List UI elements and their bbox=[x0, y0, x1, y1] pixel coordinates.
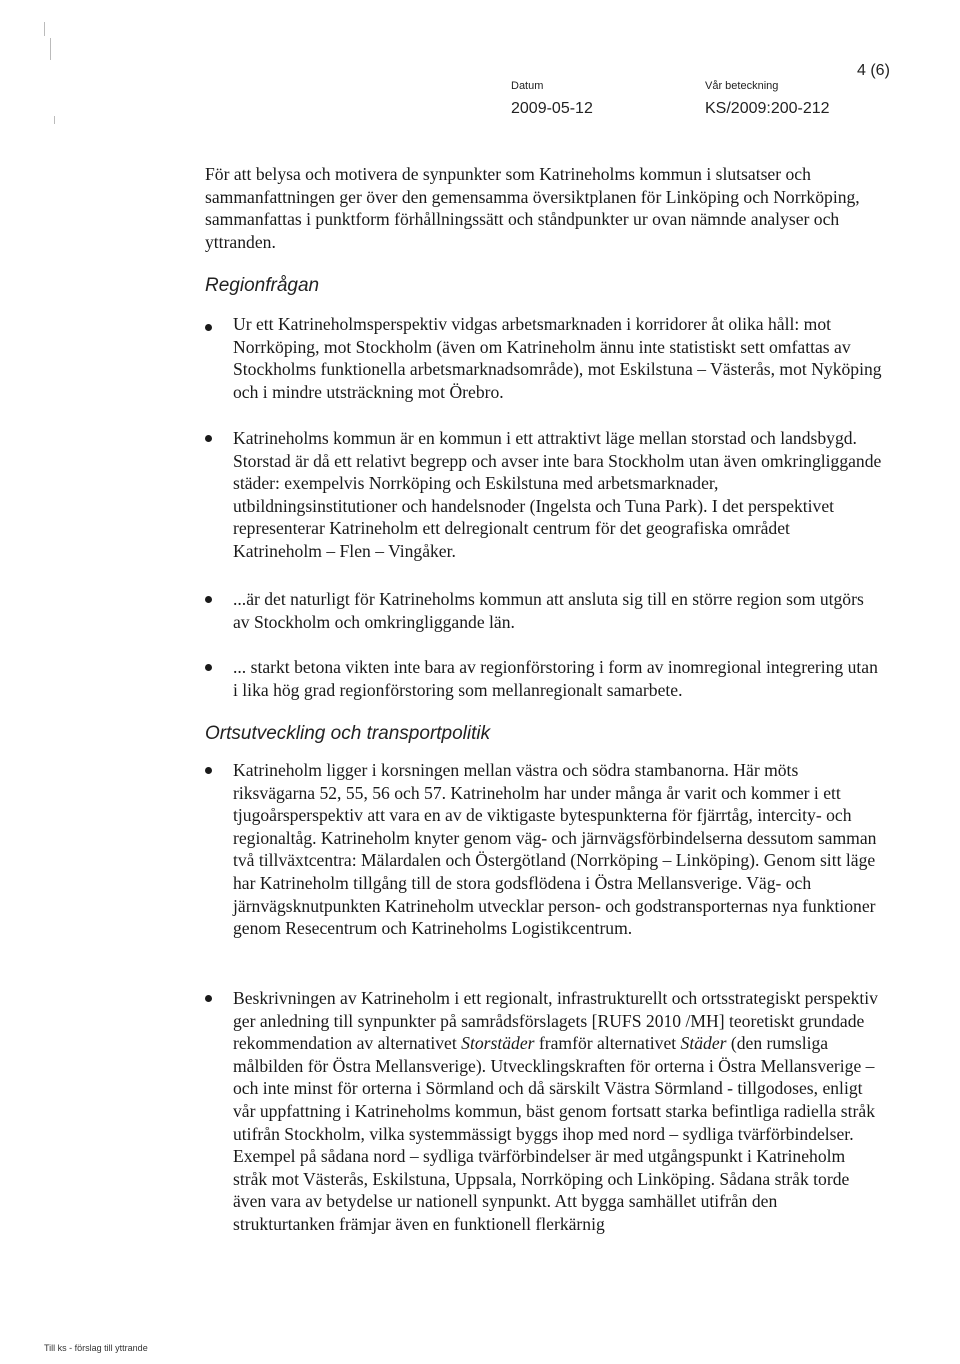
transport-bullet-2-part-1: Beskrivningen av Katrineholm i ett regionalt, infrastrukturellt och ortsstrategiskt perspektiv ger anledning till synpunkter på samrådsförslagets [RUFS 2010 /MH] teoretiskt grundade rekommendation av alternativet bbox=[233, 988, 878, 1054]
reference-label: Vår beteckning bbox=[705, 80, 779, 92]
region-bullet-4: ... starkt betona vikten inte bara av regionförstoring i form av inomregional integrering utan i lika hög grad regionförstoring som mellanregionalt samarbete. bbox=[233, 657, 878, 700]
bullet-icon bbox=[205, 435, 212, 442]
transport-bullet-2-part-2: framför alternativet bbox=[534, 1033, 681, 1054]
emphasis-storstader: Storstäder bbox=[461, 1033, 535, 1054]
page-number: 4 (6) bbox=[857, 62, 890, 79]
intro-paragraph: För att belysa och motivera de synpunkter som Katrineholms kommun i slutsatser och sammanfattningen ger över den gemensamma översiktplanen för Linköping och Norrköping, sammanfattas i punktform förhållningssätt och ståndpunkter ur ovan nämnde analyser och yttranden. bbox=[205, 164, 860, 252]
region-bullet-1: Ur ett Katrineholmsperspektiv vidgas arbetsmarknaden i korridorer åt olika håll: mot Norrköping, mot Stockholm (även om Katrineholm ännu inte statistiskt sett omfattas av Stockholms funktionella arbetsmarknadsområde), mot Eskilstuna – Västerås, mot Nyköping och i mindre utsträckning mot Örebro. bbox=[233, 314, 882, 402]
bullet-icon bbox=[205, 995, 212, 1002]
scan-mark bbox=[44, 22, 45, 36]
emphasis-stader: Städer bbox=[680, 1033, 727, 1054]
reference-value: KS/2009:200-212 bbox=[705, 100, 830, 117]
transport-bullet-2 bbox=[233, 987, 883, 1236]
section-heading-transport: Ortsutveckling och transportpolitik bbox=[205, 723, 491, 744]
transport-bullet-1: Katrineholm ligger i korsningen mellan västra och södra stambanorna. Här möts riksvägarna 52, 55, 56 och 57. Katrineholm har under många år varit och kommer i ett tjugoårsperspektiv att vara en av de viktigaste bytespunkterna för fjärrtåg, intercity- och regionaltåg. Katrineholm knyter genom väg- och järnvägsförbindelserna dessutom samman två tillväxtcentra: Mälardalen och Östergötland (Norrköping – Linköping). Genom sitt läge har Katrineholm tillgång till de stora godsflödena i Östra Mellansverige. Väg- och järnvägsknutpunkten Katrineholm utvecklar person- och godstransporternas nya funktioner genom Resecentrum och Katrineholms Logistikcentrum. bbox=[233, 760, 877, 939]
bullet-icon bbox=[205, 596, 212, 603]
region-bullet-3: ...är det naturligt för Katrineholms kommun att ansluta sig till en större region som utgörs av Stockholm och omkringliggande län. bbox=[233, 589, 864, 632]
bullet-icon bbox=[205, 664, 212, 671]
date-value: 2009-05-12 bbox=[511, 100, 593, 117]
section-heading-region: Regionfrågan bbox=[205, 275, 320, 296]
scan-mark bbox=[54, 116, 55, 124]
region-bullet-2: Katrineholms kommun är en kommun i ett attraktivt läge mellan storstad och landsbygd. Storstad är då ett relativt begrepp och avser inte bara Stockholm utan även omkringliggande städer: exempelvis Norrköping och Eskilstuna med arbetsmarknader, utbildningsinstitutioner och handelsnoder (Ingelsta och Tuna Park). I det perspektivet representerar Katrineholm ett delregionalt centrum för det geografiska området Katrineholm – Flen – Vingåker. bbox=[233, 428, 882, 561]
scan-mark bbox=[50, 38, 51, 60]
date-label: Datum bbox=[511, 80, 544, 92]
bullet-icon bbox=[205, 767, 212, 774]
footer-note: Till ks - förslag till yttrande bbox=[44, 1343, 148, 1353]
transport-bullet-2-part-3: (den rumsliga målbilden för Östra Mellansverige). Utvecklingskraften för orterna i Östra Mellansverige – och inte minst för orterna i Sörmland och då särskilt Västra Sörmland - tillgodoses, enligt vår uppfattning i Katrineholms kommun, bäst genom fortsatt starka befintliga radiella stråk utifrån Stockholm, vilka systemmässigt byggs ihop med nord – sydliga tvärförbindelser. Exempel på sådana nord – sydliga tvärförbindelser är med utgångspunkt i Katrineholm stråk mot Västerås, Eskilstuna, Uppsala, Norrköping och Linköping. Sådana stråk torde även vara av betydelse ur nationell synpunkt. Att bygga samhället utifrån den strukturtanken främjar även en funktionell flerkärnig bbox=[233, 1033, 876, 1234]
bullet-icon bbox=[205, 324, 212, 331]
